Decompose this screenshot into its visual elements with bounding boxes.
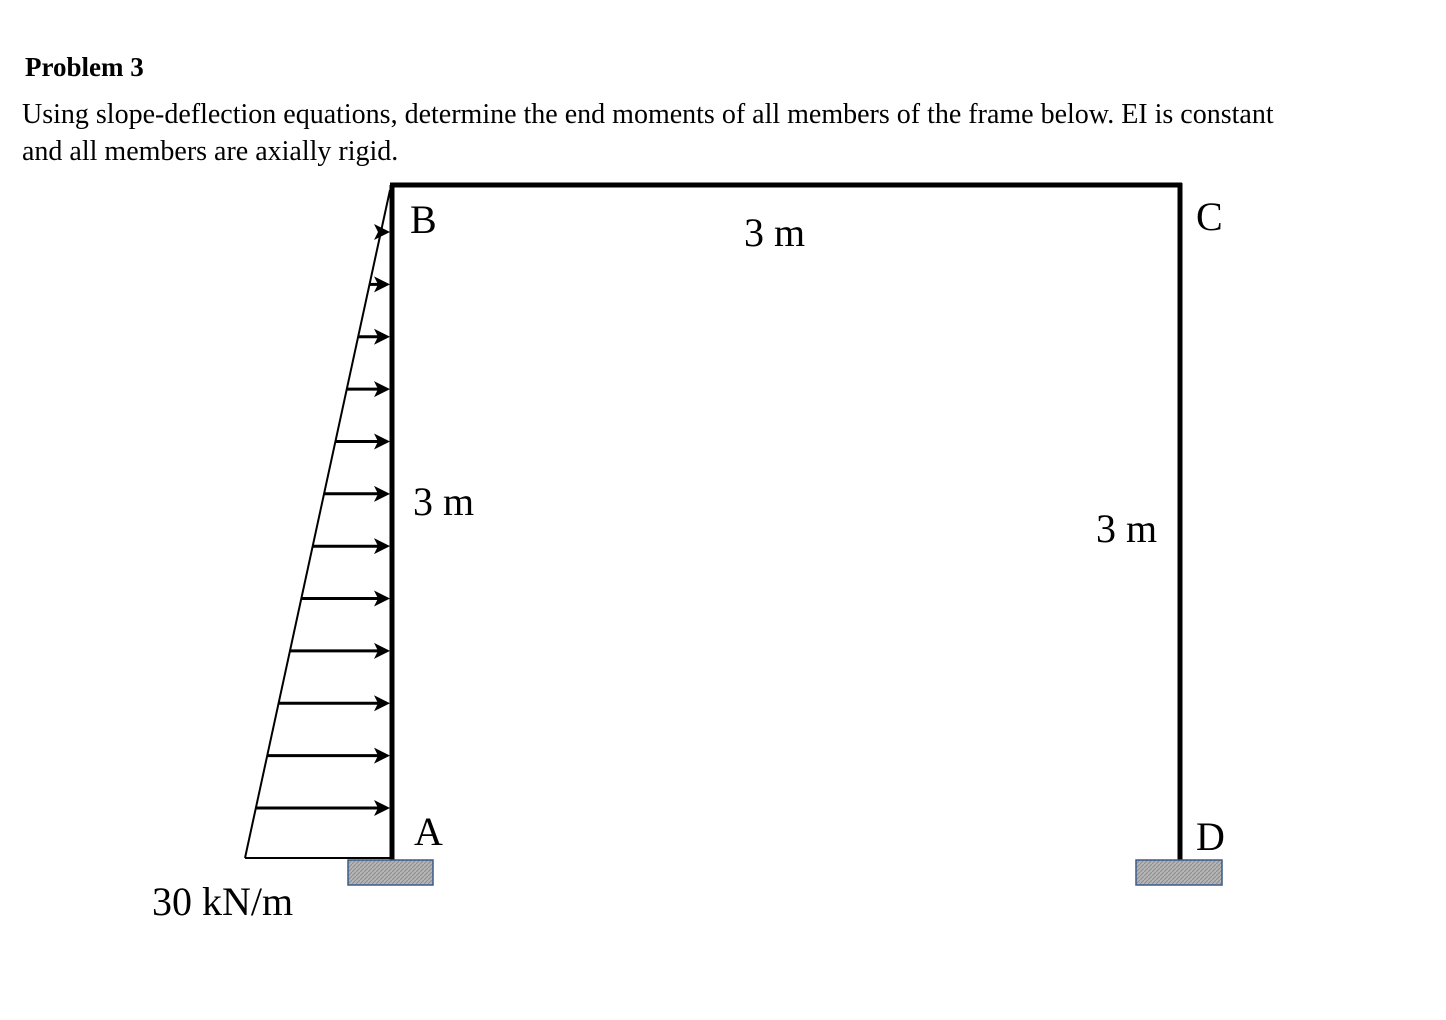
node-label-b: B [410, 197, 437, 242]
load-slope-line [245, 190, 390, 858]
dimension-beam-bc: 3 m [744, 210, 806, 255]
node-label-a: A [414, 809, 443, 854]
dimension-column-cd: 3 m [1096, 506, 1158, 551]
node-label-c: C [1196, 194, 1223, 239]
node-label-d: D [1196, 814, 1225, 859]
frame [390, 183, 1182, 860]
load-intensity-label: 30 kN/m [152, 879, 294, 924]
problem-title: Problem 3 [25, 52, 144, 82]
load-arrows [256, 224, 390, 816]
fixed-support-d [1136, 860, 1222, 885]
fixed-support-a [348, 860, 433, 885]
distributed-load [245, 190, 392, 858]
dimension-column-ab: 3 m [413, 479, 475, 524]
problem-statement-line-1: Using slope-deflection equations, determine the end moments of all members of the frame below. EI is constant [22, 99, 1274, 130]
problem-statement-line-2: and all members are axially rigid. [22, 136, 399, 167]
